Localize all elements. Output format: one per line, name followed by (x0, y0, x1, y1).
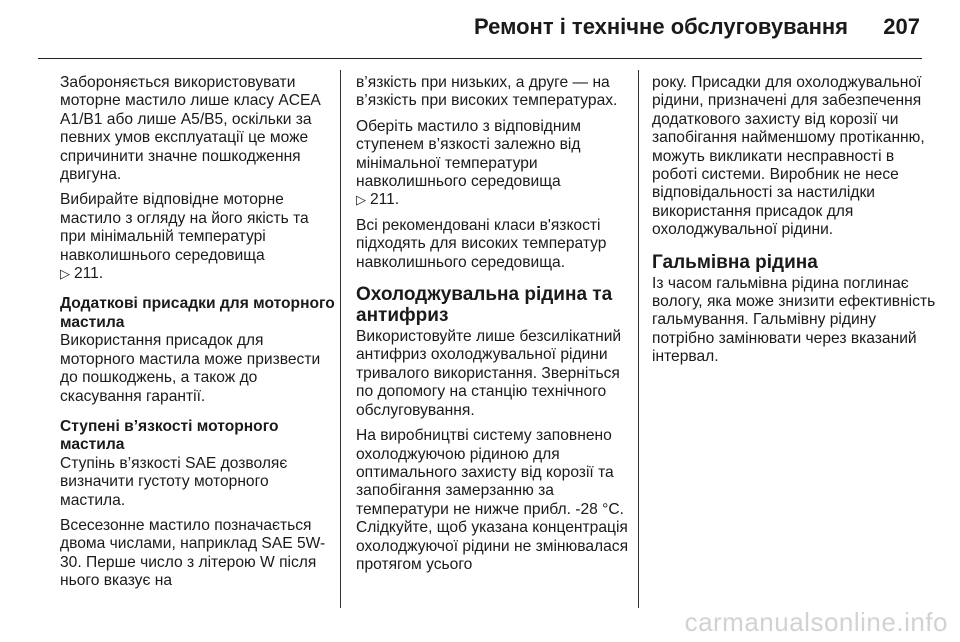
paragraph: в’язкість при низьких, а друге — на в’язкість при високих температурах. (356, 74, 618, 110)
paragraph-with-reference (60, 191, 338, 283)
paragraph-text: Вибирайте відповідне моторне мастило з огляду на його якість та при мінімальній температурі навколишнього середовища (60, 191, 309, 264)
page-header (0, 0, 960, 56)
section-heading: Гальмівна рідина (652, 251, 818, 273)
page-reference-arrow-icon: ▷ (356, 192, 366, 208)
page-number: 207 (883, 14, 920, 39)
text-column-2 (356, 74, 634, 581)
page-title: Ремонт і технічне обслуговування (474, 14, 848, 39)
column-divider-1 (340, 70, 341, 608)
text-column-3 (652, 74, 942, 374)
paragraph: Із часом гальмівна рідина поглинає вологу, яка може знизити ефективність гальмування. Гальмівну рідину потрібно замінювати через вказаний інтервал. (652, 274, 936, 366)
page-reference[interactable]: 211. (370, 191, 400, 209)
section-heading: Охолоджувальна рідина та антифриз (356, 284, 613, 327)
paragraph: Ступінь в’язкості SAE дозволяє визначити густоту моторного мастила. (60, 454, 288, 509)
paragraph-with-reference (356, 118, 634, 210)
section-heading: Ступені в’язкості моторного мастила (60, 417, 279, 454)
column-divider-2 (638, 70, 639, 608)
text-column-1 (60, 74, 338, 598)
page-reference-arrow-icon: ▷ (60, 266, 70, 282)
paragraph: Використовуйте лише безсилікатний антифриз охолоджувальної рідини тривалого використання. Зверніться по допомогу на станцію технічного обслуговування. (356, 328, 622, 419)
paragraph: Всесезонне мастило позначається двома числами, наприклад SAE 5W-30. Перше число з літерою W після нього вказує на (60, 516, 326, 590)
section-heading: Додаткові присадки для моторного мастила (60, 295, 335, 331)
paragraph: року. Присадки для охолоджувальної рідини, призначені для забезпечення додаткового захисту від корозії чи запобігання найменшому протіканню, можуть викликати несправності в роботі системи. Виробник не несе відповідальності за настилідки використання присадок для охолоджувальної рідини. (652, 74, 925, 239)
page-reference[interactable]: 211. (74, 265, 104, 283)
paragraph-text: Оберіть мастило з відповідним ступенем в’язкості залежно від мінімальної температури навколишнього середовища (356, 117, 581, 191)
paragraph: На виробництві систему заповнено охолоджуючою рідиною для оптимального захисту від корозії та запобігання замерзанню за температури не нижче прибл. -28 °C. Слідкуйте, щоб указана концентрація охолоджуючої рідини не змінювалася протягом усього (356, 427, 629, 573)
paragraph: Забороняється використовувати моторне мастило лише класу ACEA A1/B1 або лише A5/B5, оскільки за певних умов експлуатації це може спричинити значне пошкодження двигуна. (60, 74, 320, 184)
paragraph: Використання присадок для моторного мастила може призвести до пошкоджень, а також до скасування гарантії. (60, 332, 321, 405)
watermark: carmanualsonline.info (684, 607, 948, 637)
paragraph: Всі рекомендовані класи в'язкості підходять для високих температур навколишнього середовища. (356, 216, 607, 271)
header-divider (38, 58, 922, 59)
